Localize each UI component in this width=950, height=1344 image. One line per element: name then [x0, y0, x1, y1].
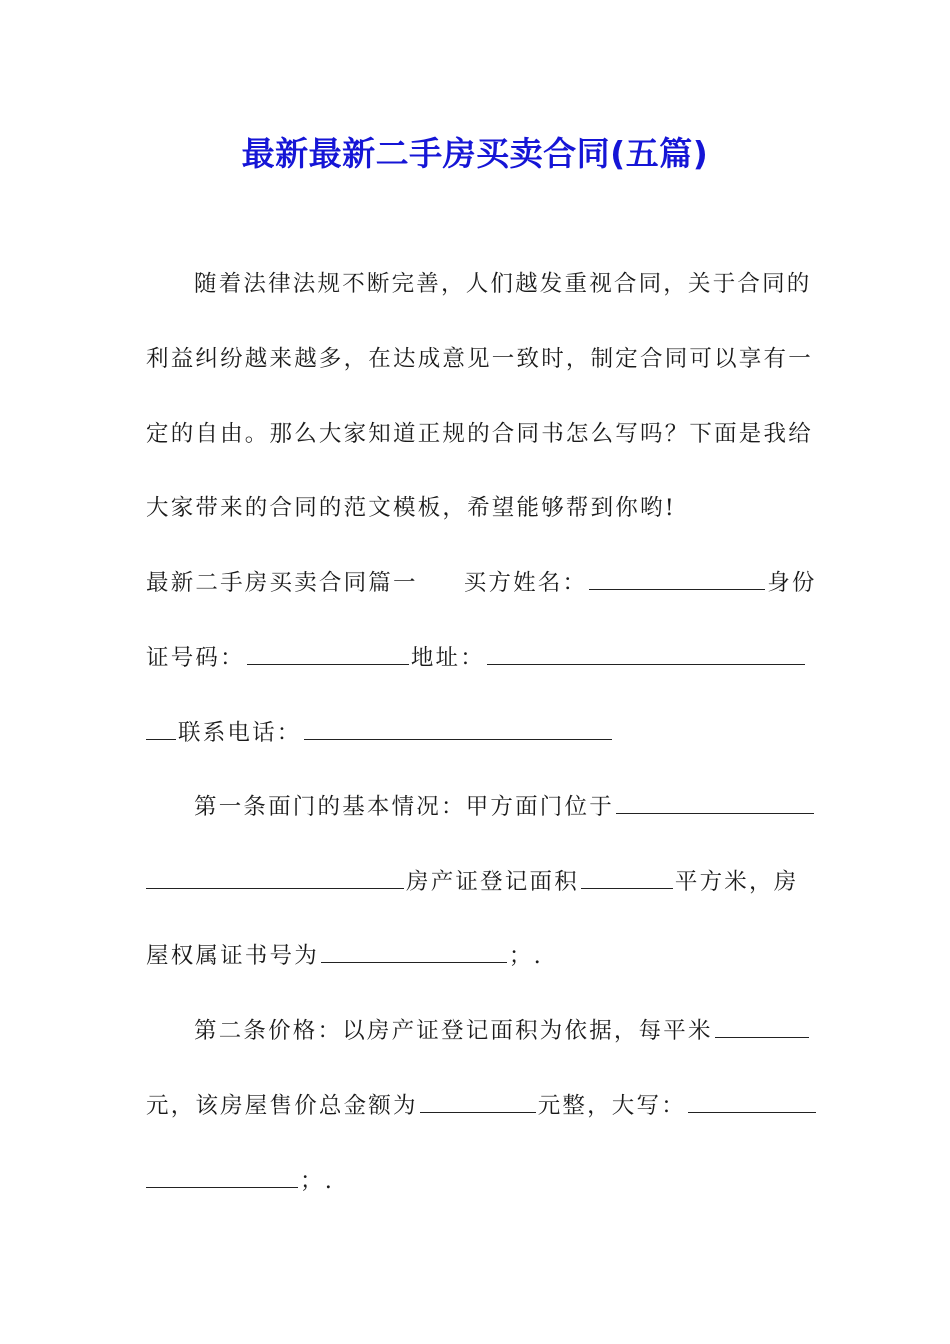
total-label: 元，该房屋售价总金额为	[146, 1093, 418, 1119]
total-unit: 元整，大写：	[537, 1093, 686, 1119]
amount-in-words-blank	[688, 1090, 816, 1113]
unit-price-blank	[715, 1015, 809, 1038]
address-blank	[487, 642, 805, 665]
address-label: 地址：	[410, 645, 485, 671]
article2-line-1	[194, 1015, 806, 1047]
intro-line-1: 随着法律法规不断完善，人们越发重视合同，关于合同的	[194, 271, 812, 297]
article2-line-2	[146, 1090, 806, 1122]
id-label-part2: 证号码：	[146, 645, 245, 671]
location-blank-continued	[146, 866, 404, 889]
amount-in-words-blank-continued	[146, 1165, 298, 1188]
location-blank	[616, 791, 814, 814]
section1-line-3	[146, 717, 806, 749]
intro-line-3: 定的自由。那么大家知道正规的合同书怎么写吗？下面是我给	[146, 421, 813, 447]
intro-line-4: 大家带来的合同的范文模板，希望能够帮到你哟!	[146, 495, 676, 521]
article1-label: 第一条面门的基本情况：甲方面门位于	[194, 794, 614, 820]
area-label: 房产证登记面积	[406, 869, 579, 895]
id-number-blank	[247, 642, 409, 665]
id-label-part1: 身份	[767, 570, 817, 596]
total-amount-blank	[420, 1090, 536, 1113]
section1-line-1	[146, 567, 817, 599]
cert-label: 屋权属证书号为	[146, 943, 319, 969]
phone-blank	[304, 717, 612, 740]
cert-number-blank	[321, 940, 507, 963]
document-title: 最新最新二手房买卖合同(五篇)	[241, 134, 709, 173]
article1-end: ；.	[508, 943, 543, 969]
area-unit: 平方米，房	[674, 869, 799, 895]
article1-line-2	[146, 866, 806, 898]
buyer-name-label: 买方姓名：	[463, 570, 588, 596]
article1-line-1	[194, 791, 806, 823]
article2-line-3	[146, 1165, 806, 1197]
area-blank	[581, 866, 673, 889]
article1-line-3	[146, 940, 806, 972]
article2-end: ；.	[300, 1168, 335, 1194]
section-heading: 最新二手房买卖合同篇一	[146, 570, 418, 596]
intro-line-2: 利益纠纷越来越多，在达成意见一致时，制定合同可以享有一	[146, 346, 813, 372]
buyer-name-blank	[589, 567, 765, 590]
section1-line-2	[146, 642, 806, 674]
phone-label: 联系电话：	[178, 720, 302, 746]
article2-label: 第二条价格：以房产证登记面积为依据，每平米	[194, 1018, 713, 1044]
address-blank-continued	[146, 717, 176, 740]
